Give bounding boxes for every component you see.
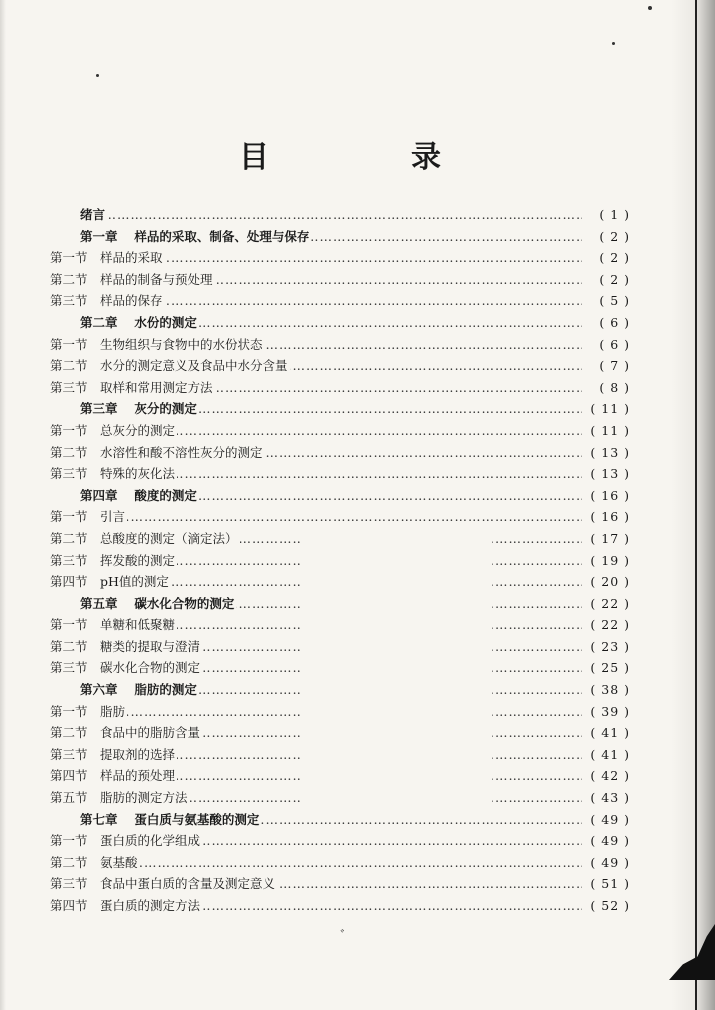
toc-page-number: ( 8 ) — [584, 377, 630, 399]
toc-section-row — [50, 528, 630, 550]
page-title: 目 录 — [239, 140, 497, 175]
toc-entry-label — [50, 442, 265, 464]
toc-entry-number: 第二节 — [50, 530, 88, 546]
toc-page-number: ( 19 ) — [584, 550, 630, 572]
toc-entry-title: 引言 — [100, 509, 126, 525]
toc-entry-number: 第三章 — [80, 401, 118, 417]
toc-entry-title: 酸度的测定 — [134, 487, 197, 503]
toc-page-number: ( 2 ) — [584, 269, 630, 291]
page-footer-mark: ﾞ — [340, 929, 347, 945]
toc-entry-number: 第三节 — [50, 466, 88, 482]
page-edge-line — [695, 0, 697, 1010]
toc-entry-label — [80, 593, 236, 615]
toc-entry-title: 总酸度的测定（滴定法） — [100, 530, 238, 546]
toc-entry-label — [50, 269, 215, 291]
toc-section-row — [50, 657, 630, 679]
toc-entry-label — [80, 204, 107, 226]
toc-entry-label — [80, 312, 199, 334]
toc-page-number: ( 7 ) — [584, 355, 630, 377]
toc-entry-title: 脂肪的测定 — [134, 682, 197, 698]
toc-entry-label — [50, 873, 277, 895]
toc-section-row — [50, 463, 630, 485]
toc-entry-number: 第三节 — [50, 552, 88, 568]
toc-entry-title: 氨基酸 — [100, 854, 138, 870]
toc-leader-gap — [302, 528, 492, 550]
toc-entry-title: 脂肪 — [100, 703, 126, 719]
toc-entry-number: 第四节 — [50, 574, 88, 590]
toc-page-number: ( 41 ) — [584, 722, 630, 744]
toc-page-number: ( 13 ) — [584, 442, 630, 464]
scan-speck — [612, 42, 615, 45]
toc-section-row — [50, 614, 630, 636]
toc-section-row — [50, 765, 630, 787]
toc-entry-number: 第一节 — [50, 336, 88, 352]
toc-leader-gap — [302, 701, 492, 723]
toc-entry-title: 蛋白质的化学组成 — [100, 833, 201, 849]
toc-leader-dots — [90, 506, 582, 528]
toc-page-number: ( 49 ) — [584, 809, 630, 831]
toc-entry-number: 第四节 — [50, 768, 88, 784]
toc-entry-number: 第三节 — [50, 660, 88, 676]
toc-entry-label — [50, 895, 202, 917]
toc-entry-label — [50, 701, 127, 723]
toc-entry-number: 第五章 — [80, 595, 118, 611]
toc-entry-title: 糖类的提取与澄清 — [100, 638, 201, 654]
toc-entry-label — [50, 636, 202, 658]
toc-page-number: ( 2 ) — [584, 226, 630, 248]
toc-page-number: ( 42 ) — [584, 765, 630, 787]
toc-entry-number: 第四节 — [50, 898, 88, 913]
toc-entry-label — [50, 377, 215, 399]
toc-leader-gap — [302, 787, 492, 809]
toc-entry-title: 食品中蛋白质的含量及测定意义 — [100, 876, 276, 892]
toc-entry-title: 特殊的灰化法 — [100, 466, 176, 482]
toc-page-number: ( 43 ) — [584, 787, 630, 809]
toc-page-number: ( 13 ) — [584, 463, 630, 485]
toc-section-row — [50, 744, 630, 766]
toc-chapter-row — [50, 593, 630, 615]
toc-entry-number: 第二章 — [80, 314, 118, 330]
toc-chapter-row — [50, 809, 630, 831]
toc-section-row — [50, 355, 630, 377]
toc-entry-title: 单糖和低聚糖 — [100, 617, 176, 633]
toc-page-number: ( 38 ) — [584, 679, 630, 701]
toc-entry-number: 第七章 — [80, 811, 118, 827]
toc-entry-title: 水份的测定 — [134, 314, 197, 330]
toc-entry-number: 第二节 — [50, 358, 88, 374]
toc-chapter-row — [50, 226, 630, 248]
toc-entry-number: 第一节 — [50, 422, 88, 438]
toc-entry-number: 第二节 — [50, 854, 88, 870]
toc-entry-title: 水分的测定意义及食品中水分含量 — [100, 358, 288, 374]
scan-speck — [96, 74, 99, 77]
toc-entry-title: 绪言 — [80, 207, 106, 222]
toc-page-number: ( 5 ) — [584, 290, 630, 312]
toc-chapter-row — [50, 485, 630, 507]
toc-page-number: ( 6 ) — [584, 334, 630, 356]
toc-leader-gap — [302, 657, 492, 679]
toc-page-number: ( 49 ) — [584, 852, 630, 874]
toc-entry-title: 样品的预处理 — [100, 768, 176, 784]
toc-page-number: ( 20 ) — [584, 571, 630, 593]
toc-entry-label — [50, 528, 240, 550]
toc-section-row — [50, 852, 630, 874]
toc-page-number: ( 41 ) — [584, 744, 630, 766]
toc-leader-gap — [302, 550, 492, 572]
toc-entry-label — [50, 463, 177, 485]
toc-page-number: ( 11 ) — [584, 420, 630, 442]
toc-entry-number: 第三节 — [50, 293, 88, 309]
toc-entry-number: 第一节 — [50, 703, 88, 719]
toc-section-row — [50, 269, 630, 291]
toc-leader-gap — [302, 636, 492, 658]
toc-chapter-row — [50, 679, 630, 701]
toc-leader-gap — [302, 722, 492, 744]
toc-entry-label — [50, 852, 140, 874]
toc-entry-label — [50, 290, 165, 312]
toc-section-row — [50, 787, 630, 809]
toc-section-row — [50, 290, 630, 312]
toc-page-number: ( 25 ) — [584, 657, 630, 679]
toc-entry-number: 第一节 — [50, 250, 88, 266]
toc-entry-title: 样品的采取 — [100, 250, 163, 266]
toc-page-number: ( 52 ) — [584, 895, 630, 917]
toc-entry-number: 第一节 — [50, 833, 88, 849]
toc-leader-dots — [90, 204, 582, 226]
toc-entry-title: 碳水化合物的测定 — [100, 660, 201, 676]
toc-entry-title: 水溶性和酸不溶性灰分的测定 — [100, 444, 263, 460]
toc-entry-label — [80, 485, 199, 507]
toc-intro-row — [50, 204, 630, 226]
toc-section-row — [50, 334, 630, 356]
toc-entry-number: 第二节 — [50, 271, 88, 287]
toc-entry-title: 总灰分的测定 — [100, 422, 176, 438]
toc-page-number: ( 17 ) — [584, 528, 630, 550]
toc-entry-label — [50, 614, 177, 636]
toc-entry-title: 食品中的脂肪含量 — [100, 725, 201, 741]
toc-page-number: ( 1 ) — [584, 204, 630, 226]
toc-section-row — [50, 722, 630, 744]
toc-entry-title: 碳水化合物的测定 — [134, 595, 235, 611]
toc-chapter-row — [50, 398, 630, 420]
toc-entry-label — [50, 657, 202, 679]
toc-section-row — [50, 506, 630, 528]
toc-leader-gap — [302, 614, 492, 636]
toc-entry-title: pH值的测定 — [100, 574, 169, 590]
toc-entry-number: 第一节 — [50, 617, 88, 633]
toc-leader-gap — [302, 571, 492, 593]
toc-entry-label — [50, 765, 177, 787]
toc-leader-gap — [302, 765, 492, 787]
toc-entry-title: 蛋白质的测定方法 — [100, 898, 201, 913]
toc-entry-label — [50, 420, 177, 442]
toc-entry-label — [50, 744, 177, 766]
toc-entry-title: 样品的保存 — [100, 293, 163, 309]
toc-entry-number: 第二节 — [50, 725, 88, 741]
toc-entry-number: 第四章 — [80, 487, 118, 503]
toc-section-row — [50, 377, 630, 399]
toc-entry-label — [50, 506, 127, 528]
toc-entry-number: 第三节 — [50, 379, 88, 395]
toc-page-number: ( 2 ) — [584, 247, 630, 269]
toc-entry-number: 第一章 — [80, 228, 118, 244]
toc-entry-number: 第五节 — [50, 790, 88, 806]
toc-page-number: ( 22 ) — [584, 614, 630, 636]
toc-entry-number: 第三节 — [50, 876, 88, 892]
toc-entry-title: 样品的采取、制备、处理与保存 — [134, 228, 310, 244]
toc-page-number: ( 11 ) — [584, 398, 630, 420]
scan-speck — [648, 6, 652, 10]
toc-page-number: ( 16 ) — [584, 485, 630, 507]
toc-section-row — [50, 830, 630, 852]
toc-entry-label — [50, 355, 290, 377]
toc-entry-title: 脂肪的测定方法 — [100, 790, 188, 806]
toc-leader-dots — [90, 852, 582, 874]
toc-section-row — [50, 247, 630, 269]
toc-entry-title: 生物组织与食物中的水份状态 — [100, 336, 263, 352]
toc-leader-gap — [302, 744, 492, 766]
toc-page-number: ( 49 ) — [584, 830, 630, 852]
toc-entry-label — [50, 722, 202, 744]
toc-entry-label — [50, 550, 177, 572]
toc-page-number: ( 23 ) — [584, 636, 630, 658]
toc-entry-title: 提取剂的选择 — [100, 746, 176, 762]
toc-section-row — [50, 420, 630, 442]
toc-entry-label — [80, 226, 311, 248]
toc-page-number: ( 16 ) — [584, 506, 630, 528]
toc-section-row — [50, 442, 630, 464]
toc-entry-label — [50, 787, 190, 809]
toc-entry-label — [50, 334, 265, 356]
toc-entry-label — [80, 809, 261, 831]
toc-entry-title: 取样和常用测定方法 — [100, 379, 213, 395]
toc-entry-number: 第六章 — [80, 682, 118, 698]
toc-entry-title: 蛋白质与氨基酸的测定 — [134, 811, 260, 827]
toc-leader-gap — [302, 593, 492, 615]
toc-page-number: ( 51 ) — [584, 873, 630, 895]
toc-page-number: ( 6 ) — [584, 312, 630, 334]
toc-entry-number: 第二节 — [50, 638, 88, 654]
toc-section-row — [50, 873, 630, 895]
table-of-contents — [50, 204, 630, 917]
toc-entry-title: 挥发酸的测定 — [100, 552, 176, 568]
toc-page-number: ( 39 ) — [584, 701, 630, 723]
toc-entry-label — [50, 830, 202, 852]
toc-entry-number: 第一节 — [50, 509, 88, 525]
toc-leader-gap — [302, 679, 492, 701]
toc-entry-label — [50, 571, 171, 593]
toc-entry-title: 样品的制备与预处理 — [100, 271, 213, 287]
toc-entry-label — [80, 679, 199, 701]
toc-section-row — [50, 895, 630, 917]
toc-chapter-row — [50, 312, 630, 334]
toc-entry-number: 第二节 — [50, 444, 88, 460]
toc-section-row — [50, 571, 630, 593]
toc-entry-title: 灰分的测定 — [134, 401, 197, 417]
toc-section-row — [50, 550, 630, 572]
toc-page-number: ( 22 ) — [584, 593, 630, 615]
toc-section-row — [50, 636, 630, 658]
toc-entry-number: 第三节 — [50, 746, 88, 762]
toc-entry-label — [80, 398, 199, 420]
toc-section-row — [50, 701, 630, 723]
toc-entry-label — [50, 247, 165, 269]
